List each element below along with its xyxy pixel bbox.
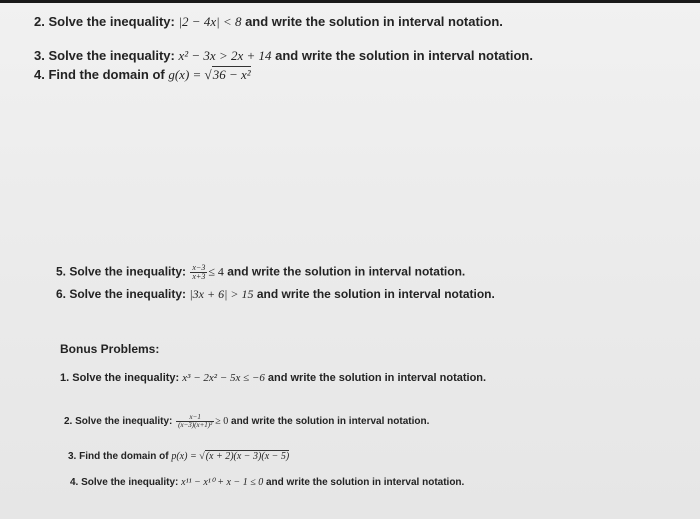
- problem-5-lead: 5. Solve the inequality:: [56, 264, 190, 279]
- problem-4: [34, 67, 251, 83]
- problem-6-tail: and write the solution in interval notation.: [253, 287, 495, 301]
- problem-2: [34, 14, 503, 30]
- bonus-2-fraction: [176, 414, 214, 429]
- problem-5: [56, 264, 465, 281]
- bonus-1: [60, 372, 486, 384]
- bonus-4-tail: and write the solution in interval notation.: [263, 477, 465, 488]
- bonus-4-math: x¹¹ − x¹⁰ + x − 1 ≤ 0: [181, 477, 264, 488]
- problem-5-denominator: x+3: [192, 272, 206, 281]
- problem-5-math-rest: ≤ 4: [208, 264, 224, 279]
- problem-3-lead: 3. Solve the inequality:: [34, 48, 179, 63]
- problem-6-math: |3x + 6| > 15: [189, 287, 254, 301]
- problem-2-tail: and write the solution in interval notation.: [241, 14, 503, 29]
- bonus-3-math-radicand: (x + 2)(x − 3)(x − 5): [205, 451, 290, 462]
- bonus-2-lead: 2. Solve the inequality:: [64, 416, 176, 428]
- bonus-4-lead: 4. Solve the inequality:: [70, 477, 182, 488]
- problem-3-math: x² − 3x > 2x + 14: [178, 48, 272, 63]
- problem-4-math-radicand: 36 − x²: [212, 67, 251, 82]
- problem-2-lead: 2. Solve the inequality:: [34, 14, 179, 29]
- bonus-2-denominator: (x−3)(x+1)²: [178, 421, 213, 429]
- bonus-1-tail: and write the solution in interval notation.: [264, 372, 487, 384]
- problem-6: [56, 287, 495, 302]
- bonus-heading: Bonus Problems:: [60, 342, 160, 356]
- problem-5-tail: and write the solution in interval notation.: [223, 264, 466, 279]
- problem-3-tail: and write the solution in interval notation.: [271, 48, 533, 63]
- top-border: [0, 0, 700, 3]
- bonus-2-tail: and write the solution in interval notation.: [228, 416, 430, 428]
- problem-4-lead: 4. Find the domain of: [34, 67, 169, 82]
- bonus-3-math-lhs: p(x) = √: [171, 451, 205, 462]
- bonus-2-numerator: x−1: [176, 414, 214, 422]
- bonus-2: [64, 414, 429, 429]
- bonus-3-lead: 3. Find the domain of: [68, 451, 172, 462]
- bonus-2-math-rest: ≥ 0: [215, 416, 229, 428]
- problem-5-numerator: x−3: [192, 263, 206, 272]
- problem-5-fraction: [190, 264, 207, 281]
- problem-3: [34, 48, 533, 64]
- problem-2-math: |2 − 4x| < 8: [178, 14, 242, 29]
- problem-6-lead: 6. Solve the inequality:: [56, 287, 190, 301]
- bonus-3: [68, 451, 289, 462]
- bonus-1-lead: 1. Solve the inequality:: [60, 372, 183, 384]
- bonus-4: [70, 477, 464, 488]
- problem-4-math-lhs: g(x) = √: [168, 67, 212, 82]
- bonus-1-math: x³ − 2x² − 5x ≤ −6: [182, 372, 265, 384]
